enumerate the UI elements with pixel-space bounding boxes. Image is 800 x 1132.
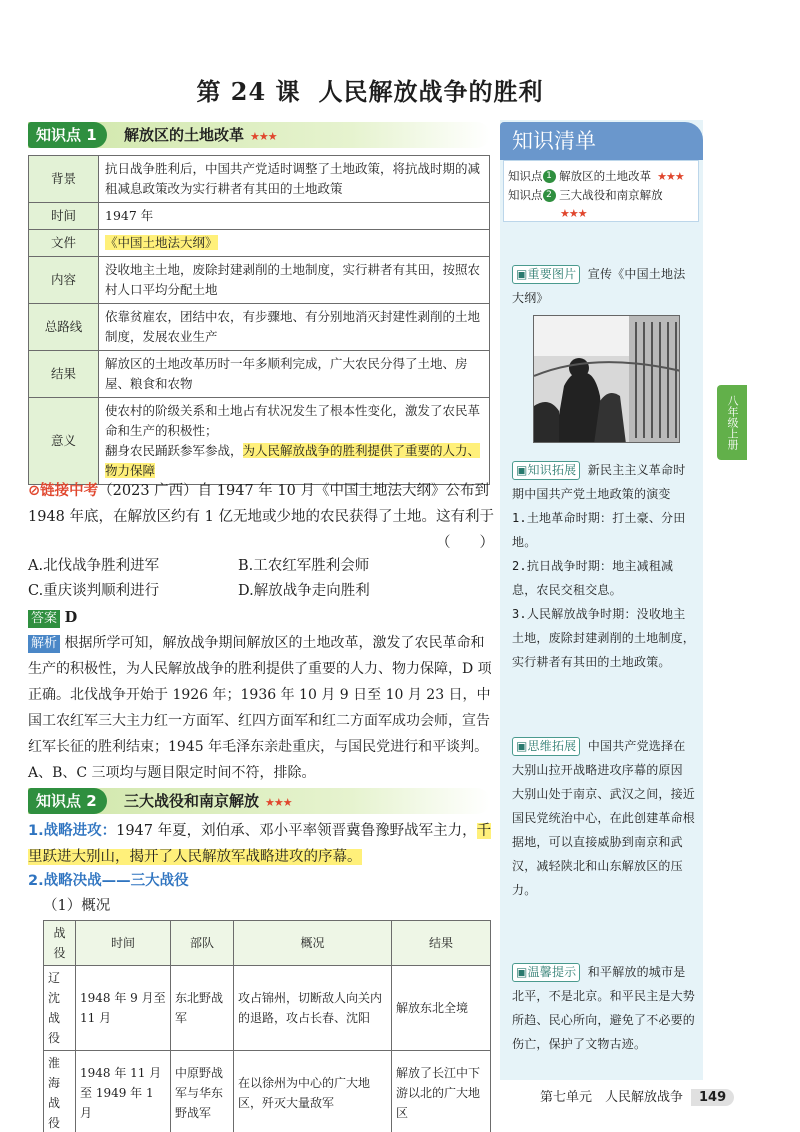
table-row (29, 351, 490, 398)
important-picture-text: 宣传《中国土地法大纲》 (512, 267, 686, 305)
option-c: C.重庆谈判顺利进行 (28, 583, 160, 599)
row-text: 1947 年 (99, 203, 490, 230)
col-header: 时间 (76, 921, 171, 966)
cell: 在以徐州为中心的广大地区，歼灭大量敌军 (234, 1051, 392, 1132)
row-label: 意义 (29, 398, 99, 485)
row-text: 解放区的土地改革历时一年多顺利完成，广大农民分得了土地、房屋、粮食和农物 (99, 351, 490, 398)
thinking-text: 中国共产党选择在大别山拉开战略进攻序幕的原因 (512, 739, 686, 777)
list-item: 知识点 2 三大战役和南京解放 ★★★ (508, 188, 663, 220)
col-header: 结果 (392, 921, 491, 966)
subheading-overview: （1）概况 (43, 898, 111, 914)
document-name: 《中国土地法大纲》 (105, 235, 218, 250)
extension-item: 3.人民解放战争时期：没收地主土地，废除封建剥削的土地制度，实行耕者有其田的土地政策。 (512, 607, 696, 669)
col-header: 部队 (171, 921, 234, 966)
option-b: B.工农红军胜利会师 (238, 558, 370, 574)
number-badge: 1 (543, 170, 556, 183)
table-row (29, 304, 490, 351)
grade-side-tab: 八年级上册 (717, 385, 747, 460)
answer-tag: 答案 (28, 610, 60, 628)
important-picture-tag: ▣重要图片 (512, 265, 580, 284)
significance-text2: 翻身农民踊跃参军参战， (105, 443, 243, 458)
stars: ★★★ (657, 170, 684, 183)
section2-header (28, 788, 490, 814)
p1-highlight: 千里跃进大别山，揭开了人民解放军战略进攻的序幕。 (28, 823, 492, 865)
answer-line (28, 605, 77, 631)
table-row (44, 966, 491, 1051)
p1-heading: 1.战略进攻： (28, 823, 117, 839)
unit-label: 第七单元 人民解放战争 (540, 1090, 684, 1105)
table-row (29, 230, 490, 257)
row-text: 抗日战争胜利后，中国共产党适时调整了土地政策，将抗战时期的减租减息政策改为实行耕者有其田的土地政策 (99, 156, 490, 203)
significance-highlight: 为人民解放战争的胜利提供了重要的人力、物力保障 (105, 443, 481, 478)
thinking-extension (512, 734, 696, 902)
cell: 辽沈战役 (44, 966, 76, 1051)
row-label: 背景 (29, 156, 99, 203)
page-number: 149 (691, 1089, 734, 1106)
extension-text: 新民主主义革命时期中国共产党土地政策的演变 (512, 463, 686, 501)
cell: 1948 年 9 月至 11 月 (76, 966, 171, 1051)
table-header-row (44, 921, 491, 966)
thinking-tag: ▣思维拓展 (512, 737, 580, 756)
knowledge-extension (512, 458, 696, 674)
link-icon: ⊘ (28, 483, 41, 499)
section2-title: 三大战役和南京解放 ★★★ (124, 792, 292, 810)
extension-tag: ▣知识拓展 (512, 461, 580, 480)
analysis-tag: 解析 (28, 635, 60, 653)
extension-item: 1.土地革命时期：打土豪、分田地。 (512, 511, 686, 549)
answer-value: D (64, 609, 78, 626)
option-a: A.北伐战争胜利进军 (28, 558, 160, 574)
cell: 东北野战军 (171, 966, 234, 1051)
propaganda-photo (533, 315, 680, 443)
section2-tag: 知识点 2 (28, 788, 107, 814)
analysis (28, 630, 494, 786)
important-picture (512, 262, 696, 310)
land-reform-table (28, 155, 490, 485)
cell: 解放了长江中下游以北的广大地区 (392, 1051, 491, 1132)
answer-blank: （ ） (436, 535, 494, 551)
cell: 1948 年 11 月至 1949 年 1 月 (76, 1051, 171, 1132)
cell: 淮海战役 (44, 1051, 76, 1132)
lesson-number: 第 24 课 (196, 77, 301, 106)
row-label: 内容 (29, 257, 99, 304)
table-row (29, 257, 490, 304)
extension-icon: ▣ (516, 463, 528, 477)
page-title (0, 72, 740, 107)
knowledge-list (503, 160, 699, 222)
exam-question (28, 478, 494, 556)
p1-text: 1947 年夏，刘伯承、邓小平率领晋冀鲁豫野战军主力， (116, 823, 477, 839)
picture-icon: ▣ (516, 267, 528, 281)
row-label: 时间 (29, 203, 99, 230)
cell: 中原野战军与华东野战军 (171, 1051, 234, 1132)
row-text (99, 398, 490, 485)
row-text: 没收地主土地，废除封建剥削的土地制度，实行耕者有其田，按照农村人口平均分配土地 (99, 257, 490, 304)
knowledge-list-header: 知识清单 (500, 122, 703, 160)
row-text (99, 230, 490, 257)
lesson-name: 人民解放战争的胜利 (318, 77, 544, 106)
p2-heading: 2.战略决战——三大战役 (28, 873, 189, 889)
tip-text: 和平解放的城市是北平，不是北京。和平民主是大势所趋、民心所向，避免了不必要的伤亡，保护了文物古迹。 (512, 965, 696, 1051)
table-row (44, 1051, 491, 1132)
table-row (29, 156, 490, 203)
link-exam-tag: 链接中考 (40, 483, 99, 499)
table-row (29, 203, 490, 230)
question-text: （2023 广西）自 1947 年 10 月《中国土地法大纲》公布到 1948 年底，在解放区约有 1 亿无地或少地的农民获得了土地。这有利于 (28, 483, 494, 525)
col-header: 战役 (44, 921, 76, 966)
cell: 解放东北全境 (392, 966, 491, 1051)
tip-tag: ▣温馨提示 (512, 963, 580, 982)
col-header: 概况 (234, 921, 392, 966)
row-label: 总路线 (29, 304, 99, 351)
page-footer (540, 1086, 734, 1106)
row-text: 依靠贫雇农，团结中农，有步骤地、有分别地消灭封建性剥削的土地制度，发展农业生产 (99, 304, 490, 351)
analysis-text: 根据所学可知，解放战争期间解放区的土地改革，激发了农民革命和生产的积极性，为人民解放战争的胜利提供了重要的人力、物力保障，D 项正确。北伐战争开始于 1926 年；1936 年 10 月 9 日至 10 月 23 日，中国工农红军三大主力红一方面军、红四方面军和红二方面军成功会师，宣告红军长征的胜利结束；1945 年毛泽东亲赴重庆，与国民党进行和平谈判。A、B、C 三项均与题目限定时间不符，排除。 (28, 635, 492, 781)
strategic-offensive (28, 818, 494, 870)
campaign-table (43, 920, 491, 1132)
cell: 攻占锦州，切断敌人向关内的退路，攻占长春、沈阳 (234, 966, 392, 1051)
thinking-body: 大别山处于南京、武汉之间，接近国民党统治中心，在此创建革命根据地，可以直接威胁到南京和武汉，减轻陕北和山东解放区的压力。 (512, 787, 696, 897)
section1-title: 解放区的土地改革 ★★★ (124, 126, 277, 144)
table-row (29, 398, 490, 485)
extension-item: 2.抗日战争时期：地主减租减息，农民交租交息。 (512, 559, 674, 597)
section1-header (28, 122, 490, 148)
tip-icon: ▣ (516, 965, 528, 979)
warm-tip (512, 960, 696, 1056)
option-d: D.解放战争走向胜利 (238, 583, 370, 599)
thinking-icon: ▣ (516, 739, 528, 753)
section1-stars: ★★★ (250, 130, 277, 143)
number-badge: 2 (543, 189, 556, 202)
section1-tag: 知识点 1 (28, 122, 107, 148)
stars: ★★★ (560, 207, 587, 220)
significance-text: 使农村的阶级关系和土地占有状况发生了根本性变化，激发了农民革命和生产的积极性； (105, 403, 481, 438)
section2-stars: ★★★ (265, 796, 292, 809)
row-label: 文件 (29, 230, 99, 257)
row-label: 结果 (29, 351, 99, 398)
list-item: 知识点 1 解放区的土地改革 ★★★ (508, 169, 684, 183)
photo-illustration (534, 316, 680, 443)
